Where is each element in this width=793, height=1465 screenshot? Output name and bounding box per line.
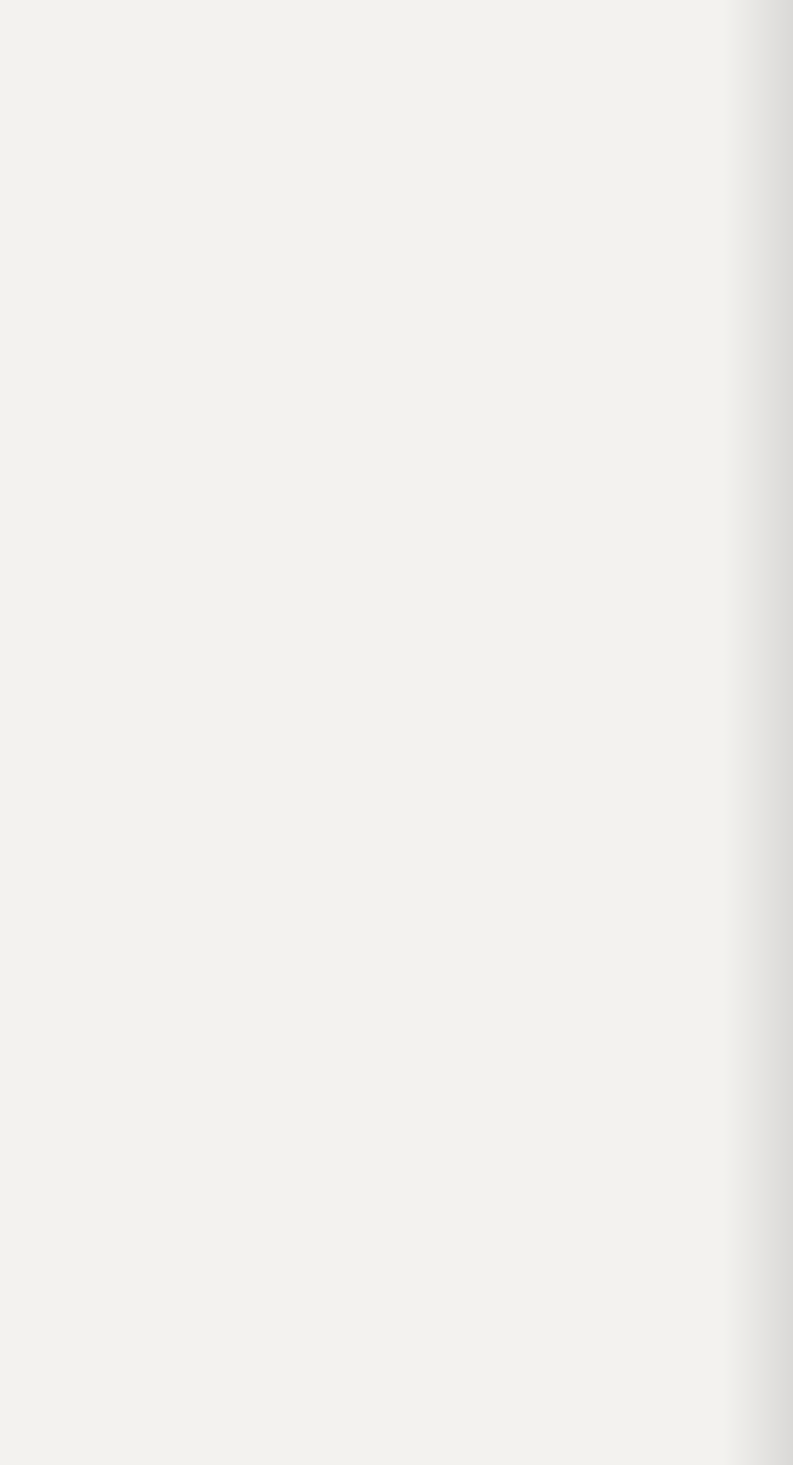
page-spine-shadow xyxy=(723,0,793,1465)
